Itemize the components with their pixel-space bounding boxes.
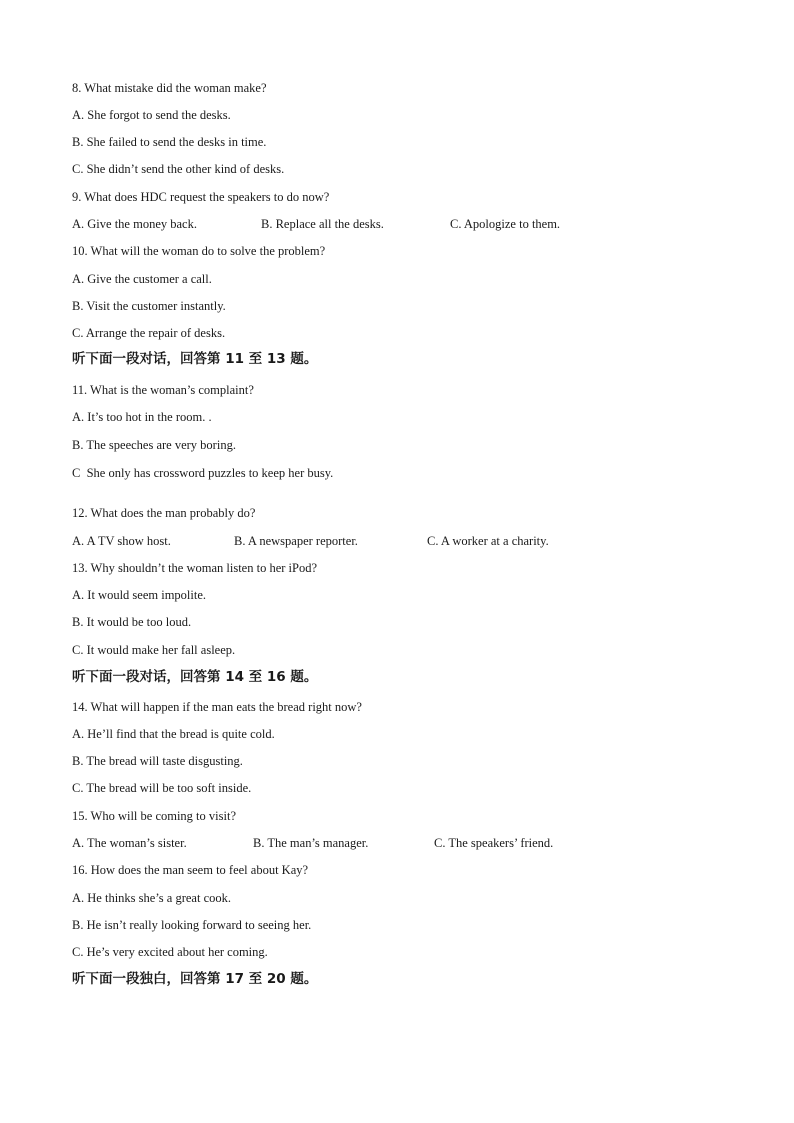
q11-question: 11. What is the woman’s complaint? bbox=[72, 383, 254, 397]
q11-option-b: B. The speeches are very boring. bbox=[72, 438, 236, 452]
q13-option-b: B. It would be too loud. bbox=[72, 615, 192, 629]
section-heading-14-16: 听下面一段对话，回答第 14 至 16 题。 bbox=[72, 669, 318, 685]
q13-option-c: C. It would make her fall asleep. bbox=[72, 643, 236, 657]
q12-option-a: A. A TV show host. bbox=[72, 534, 171, 548]
q10-option-c: C. Arrange the repair of desks. bbox=[72, 326, 226, 340]
q12-option-c: C. A worker at a charity. bbox=[427, 534, 549, 548]
q11-option-c: C She only has crossword puzzles to keep her busy. bbox=[72, 466, 334, 480]
q14-option-b: B. The bread will taste disgusting. bbox=[72, 754, 243, 768]
q15-option-b: B. The man’s manager. bbox=[253, 836, 369, 850]
q8-option-c: C. She didn’t send the other kind of desks. bbox=[72, 162, 285, 176]
q10-option-b: B. Visit the customer instantly. bbox=[72, 299, 226, 313]
q13-question: 13. Why shouldn’t the woman listen to her iPod? bbox=[72, 561, 318, 575]
q16-option-a: A. He thinks she’s a great cook. bbox=[72, 891, 231, 905]
q16-option-c: C. He’s very excited about her coming. bbox=[72, 945, 268, 959]
q14-option-a: A. He’ll find that the bread is quite cold. bbox=[72, 727, 275, 741]
q12-option-b: B. A newspaper reporter. bbox=[234, 534, 358, 548]
q10-option-a: A. Give the customer a call. bbox=[72, 272, 212, 286]
q9-option-b: B. Replace all the desks. bbox=[261, 217, 384, 231]
q14-question: 14. What will happen if the man eats the bread right now? bbox=[72, 700, 362, 714]
q8-option-a: A. She forgot to send the desks. bbox=[72, 108, 231, 122]
q15-option-c: C. The speakers’ friend. bbox=[434, 836, 554, 850]
section-heading-11-13: 听下面一段对话，回答第 11 至 13 题。 bbox=[72, 351, 318, 367]
q15-question: 15. Who will be coming to visit? bbox=[72, 809, 236, 823]
q11-option-a: A. It’s too hot in the room. . bbox=[72, 410, 212, 424]
q9-option-c: C. Apologize to them. bbox=[450, 217, 561, 231]
q10-question: 10. What will the woman do to solve the problem? bbox=[72, 244, 326, 258]
q13-option-a: A. It would seem impolite. bbox=[72, 588, 207, 602]
section-heading-17-20: 听下面一段独白，回答第 17 至 20 题。 bbox=[72, 971, 318, 987]
q16-question: 16. How does the man seem to feel about Kay? bbox=[72, 863, 309, 877]
q8-question: 8. What mistake did the woman make? bbox=[72, 81, 267, 95]
q14-option-c: C. The bread will be too soft inside. bbox=[72, 781, 252, 795]
q16-option-b: B. He isn’t really looking forward to seeing her. bbox=[72, 918, 312, 932]
q12-question: 12. What does the man probably do? bbox=[72, 506, 256, 520]
q9-question: 9. What does HDC request the speakers to do now? bbox=[72, 190, 330, 204]
q9-option-a: A. Give the money back. bbox=[72, 217, 197, 231]
q15-option-a: A. The woman’s sister. bbox=[72, 836, 187, 850]
q8-option-b: B. She failed to send the desks in time. bbox=[72, 135, 267, 149]
